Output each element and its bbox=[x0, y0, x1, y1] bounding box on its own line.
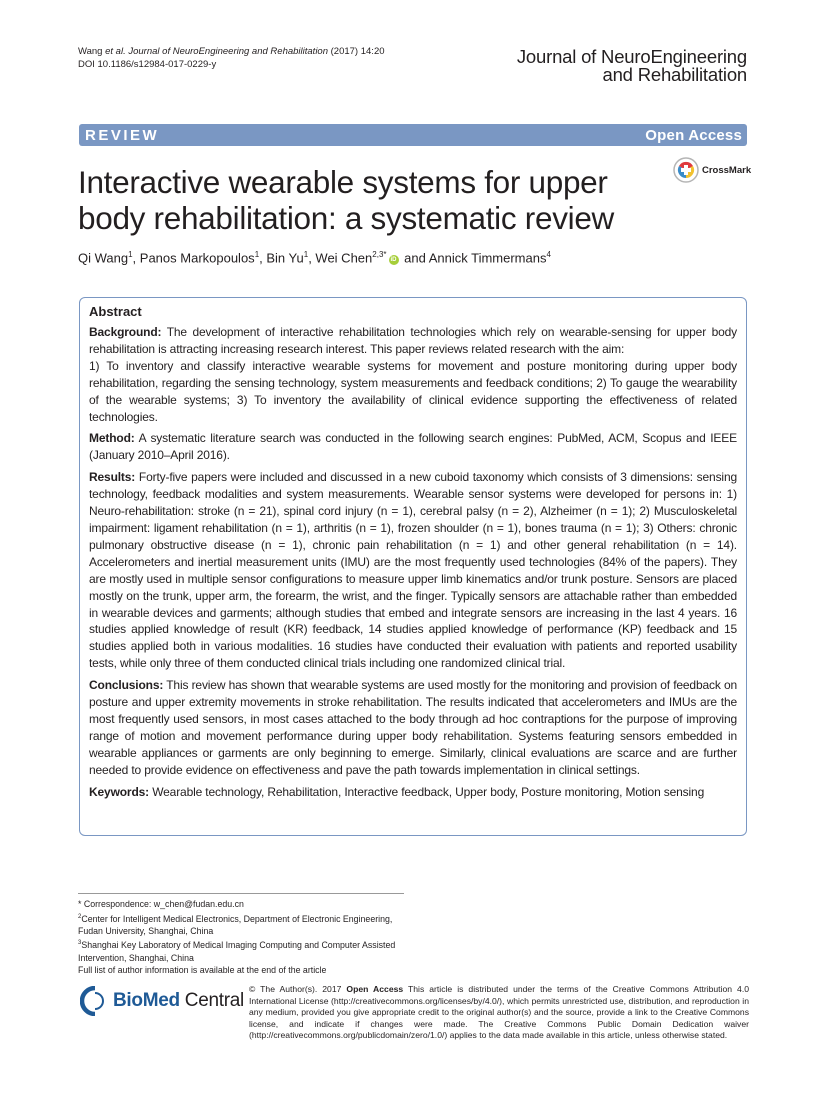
citation-journal: Journal of NeuroEngineering and Rehabilitation bbox=[125, 46, 328, 57]
biomed-central-logo[interactable] bbox=[80, 986, 244, 1016]
abstract-background bbox=[89, 324, 737, 425]
author-affiliation-sup: 1 bbox=[254, 250, 260, 259]
author-list bbox=[78, 250, 551, 265]
background-aims: 1) To inventory and classify interactive wearable systems for movement and posture monitoring during upper body rehabilitation, regarding the sensing technology, system measurements and feedback conditions; 2) To gauge the wearability of the wearable systems; 3) To inventory the availability of clinical evidence supporting the effectiveness of related technologies. bbox=[89, 358, 737, 424]
article-type-banner bbox=[79, 124, 747, 146]
author-affiliation-sup: 4 bbox=[546, 250, 551, 259]
journal-name bbox=[517, 48, 747, 84]
abstract-keywords bbox=[89, 784, 737, 801]
results-heading: Results: bbox=[89, 470, 136, 485]
background-heading: Background: bbox=[89, 325, 162, 339]
method-heading: Method: bbox=[89, 431, 135, 446]
publisher-name bbox=[113, 990, 244, 1012]
author-separator: , bbox=[308, 250, 316, 266]
conclusions-text: This review has shown that wearable systems are used mostly for the monitoring and provision of feedback on posture and upper extremity movements in stroke rehabilitation. The results indicated that accelerometers and IMUs are the most frequently used sensors, in most cases attached to the body through ad hoc contraptions for the purpose of improving range of motion and movement performance during upper body rehabilitation. Systems featuring sensors embedded in wearable appliances or garments are only beginning to emerge. Similarly, clinical evaluations are scarce and are further needed to provide evidence on effectiveness and pave the path towards implementation in clinical settings. bbox=[89, 678, 738, 777]
publisher-name-biomed: BioMed bbox=[113, 990, 180, 1011]
correspondence-label: * Correspondence: bbox=[78, 899, 154, 909]
citation-year: (2017) 14:20 bbox=[328, 46, 385, 57]
affiliation-2 bbox=[78, 911, 418, 938]
correspondence-email[interactable]: w_chen@fudan.edu.cn bbox=[153, 899, 244, 909]
author-name[interactable]: Qi Wang bbox=[78, 250, 129, 266]
journal-name-line2: and Rehabilitation bbox=[602, 64, 747, 85]
keywords-heading: Keywords: bbox=[89, 784, 149, 799]
affiliation-3 bbox=[78, 937, 418, 964]
affiliation-sup: 2 bbox=[78, 913, 82, 920]
journal-name-line1: Journal of NeuroEngineering bbox=[516, 46, 747, 67]
author-affiliation-sup: 1 bbox=[303, 250, 309, 259]
crossmark-button[interactable] bbox=[673, 157, 751, 183]
open-access-bold: Open Access bbox=[346, 984, 404, 994]
article-type-label: REVIEW bbox=[85, 126, 160, 144]
biomed-central-icon bbox=[80, 986, 110, 1016]
citation-authors: Wang bbox=[78, 46, 106, 57]
doi-link[interactable]: DOI 10.1186/s12984-017-0229-y bbox=[78, 59, 217, 70]
conclusions-heading: Conclusions: bbox=[89, 678, 164, 693]
open-access-label: Open Access bbox=[645, 126, 742, 144]
author-separator: , bbox=[132, 250, 140, 266]
license-text: This article is distributed under the terms of the Creative Commons Attribution 4.0 International License (http://creativecommons.org/licenses/by/4.0/), which permits unrestricted use, distribution, and reproduction in any medium, provided you give appropriate credit to the original author(s) and the source, provide a link to the Creative Commons license, and indicate if changes were made. The Creative Commons Public Domain Dedication waiver (http://creativecommons.org/publicdomain/zero/1.0/) applies to the data made available in this article, unless otherwise stated. bbox=[249, 984, 749, 1041]
footnotes bbox=[78, 898, 418, 977]
publisher-name-central: Central bbox=[179, 990, 244, 1011]
author-name[interactable]: Bin Yu bbox=[266, 250, 304, 266]
copyright-text: © The Author(s). 2017 bbox=[249, 984, 347, 994]
keywords-text: Wearable technology, Rehabilitation, Interactive feedback, Upper body, Posture monitoring, Motion sensing bbox=[152, 784, 705, 799]
abstract-conclusions bbox=[89, 677, 737, 778]
affiliation-sup: 3 bbox=[78, 940, 82, 947]
author-name[interactable]: Wei Chen bbox=[315, 250, 373, 266]
background-text: The development of interactive rehabilitation technologies which rely on wearable-sensing for upper body rehabilitation is attracting increasing research interest. This paper reviews related research with the aim: bbox=[89, 325, 738, 356]
abstract-heading: Abstract bbox=[89, 304, 142, 319]
orcid-icon[interactable]: iD bbox=[390, 257, 397, 264]
abstract-results bbox=[89, 469, 737, 672]
author-name[interactable]: and Annick Timmermans bbox=[404, 250, 547, 266]
author-affiliation-sup: 2,3* bbox=[372, 250, 387, 259]
citation-etal: et al. bbox=[105, 46, 126, 57]
correspondence-line bbox=[78, 898, 418, 911]
method-text: A systematic literature search was conducted in the following search engines: PubMed, ACM, Scopus and IEEE (January 2010–April 2016). bbox=[89, 431, 737, 463]
crossmark-icon bbox=[673, 157, 699, 183]
author-affiliation-sup: 1 bbox=[128, 250, 133, 259]
article-title: Interactive wearable systems for upper body rehabilitation: a systematic review bbox=[78, 164, 615, 236]
abstract-box bbox=[79, 297, 747, 836]
affiliation-text: Center for Intelligent Medical Electronics, Department of Electronic Engineering, Fudan University, Shanghai, China bbox=[78, 913, 393, 936]
footnote-divider bbox=[78, 893, 404, 894]
author-name[interactable]: Panos Markopoulos bbox=[139, 250, 255, 266]
abstract-method bbox=[89, 430, 737, 464]
results-text: Forty-five papers were included and discussed in a new cuboid taxonomy which consists of 3 dimensions: sensing technology, feedback modalities and system measurements. Wearable sensor systems were developed for persons in: 1) Neuro-rehabilitation: stroke (n = 21), spinal cord injury (n = 1), cerebral palsy (n = 2), Alzheimer (n = 1); 2) Musculoskeletal impairment: ligament rehabilitation (n = 1), arthritis (n = 1), frozen shoulder (n = 1), bones trauma (n = 1); 3) Others: chronic pulmonary obstructive disease (n = 1), chronic pain rehabilitation (n = 1) and other general rehabilitation (n = 14). Accelerometers and inertial measurement units (IMU) are the most frequently used technologies (84% of the papers). They are mostly used in multiple sensor configurations to measure upper limb kinematics and/or trunk posture. Sensors are placed mostly on the trunk, upper arm, the forearm, the wrist, and the finger. Typically sensors are attachable rather than embedded in wearable devices and garments; although studies that embed and integrate sensors are increasing in the last 4 years. 16 studies applied knowledge of result (KR) feedback, 14 studies applied knowledge of performance (KP) feedback and 15 studies applied both in various modalities. 16 studies have conducted their evaluation with patients and reported usability tests, while only three of them conducted clinical trials including one randomized clinical trial. bbox=[89, 470, 737, 671]
article-citation bbox=[78, 45, 385, 71]
author-separator: , bbox=[259, 250, 267, 266]
affiliation-text: Shanghai Key Laboratory of Medical Imaging Computing and Computer Assisted Intervention, Shanghai, China bbox=[78, 940, 396, 963]
full-author-info-note: Full list of author information is available at the end of the article bbox=[78, 965, 327, 976]
crossmark-label: CrossMark bbox=[702, 164, 752, 176]
license-statement bbox=[249, 984, 749, 1042]
